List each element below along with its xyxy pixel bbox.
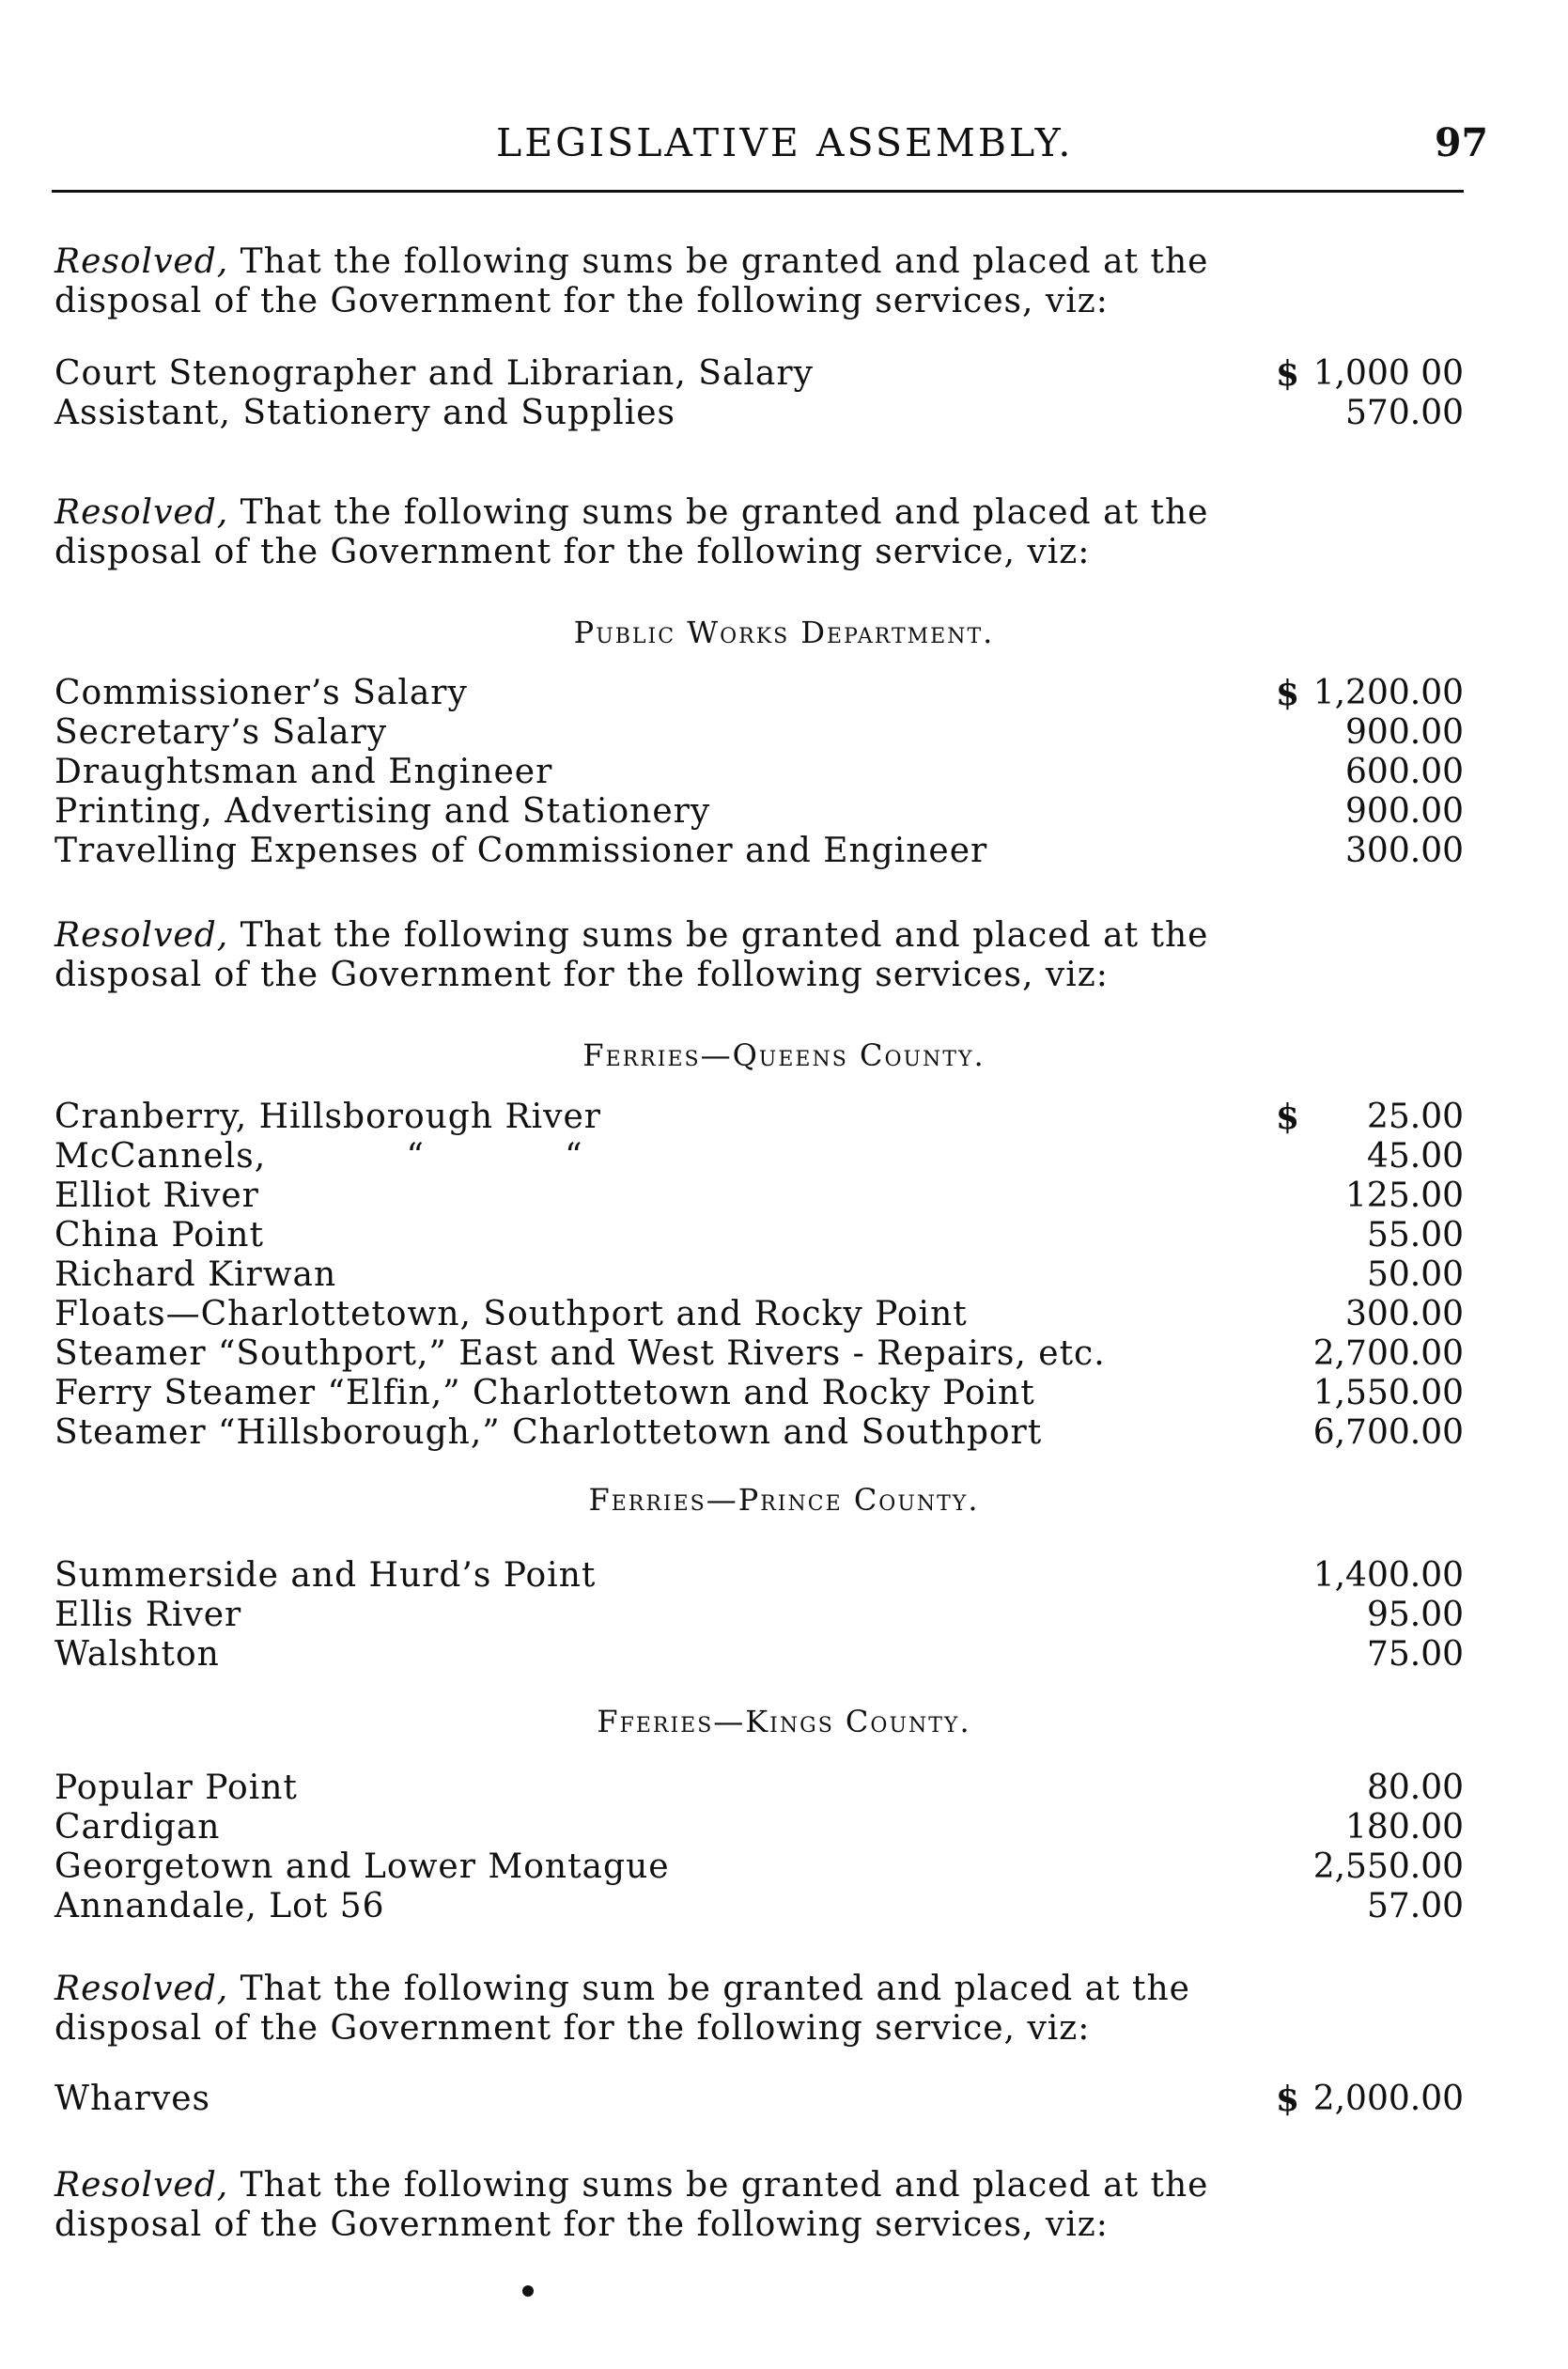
item-label: Floats—Charlottetown, Southport and Rocky Point <box>54 1295 968 1333</box>
item-label: Steamer “Hillsborough,” Charlottetown and Southport <box>54 1413 1043 1452</box>
page-header <box>0 111 1568 167</box>
item-label: Elliot River <box>54 1177 259 1215</box>
item-label: Summerside and Hurd’s Point <box>54 1556 597 1595</box>
ink-dot <box>522 2285 534 2297</box>
resolution-line: Resolved, That the following sums be granted and placed at the <box>54 493 1209 532</box>
appropriation-row <box>54 1808 1464 1847</box>
appropriation-row <box>54 674 1464 713</box>
item-amount: 2,000.00 <box>1312 2080 1464 2118</box>
item-label: Georgetown and Lower Montague <box>54 1847 670 1886</box>
section-heading: Public Works Department. <box>573 615 995 650</box>
item-amount: 2,700.00 <box>1312 1334 1464 1373</box>
appropriation-row <box>54 1255 1464 1295</box>
section-heading: Ferries—Prince County. <box>588 1482 980 1518</box>
item-amount: 600.00 <box>1345 753 1464 791</box>
resolved-word: Resolved, <box>54 242 229 281</box>
appropriation-row <box>54 1887 1464 1926</box>
resolution-line: disposal of the Government for the following services, viz: <box>54 956 1109 994</box>
item-label: Wharves <box>54 2080 210 2118</box>
item-amount: 1,200.00 <box>1312 674 1464 712</box>
appropriation-row <box>54 1137 1464 1177</box>
appropriation-row <box>54 1098 1464 1137</box>
item-label: Secretary’s Salary <box>54 713 388 752</box>
appropriation-row <box>54 1295 1464 1334</box>
item-amount: 570.00 <box>1345 394 1464 432</box>
item-label: McCannels, “ “ <box>54 1137 583 1176</box>
section-heading: Fferies—Kings County. <box>597 1704 971 1739</box>
currency-symbol: $ <box>1276 2080 1300 2119</box>
item-label: Commissioner’s Salary <box>54 674 468 712</box>
resolution-paragraph-5 <box>54 2166 1473 2245</box>
resolution-line: Resolved, That the following sums be granted and placed at the <box>54 916 1209 955</box>
item-label: Travelling Expenses of Commissioner and Engineer <box>54 832 988 870</box>
section-heading: Ferries—Queens County. <box>582 1037 986 1073</box>
item-amount: 80.00 <box>1366 1769 1464 1807</box>
item-amount: 75.00 <box>1366 1635 1464 1674</box>
currency-symbol: $ <box>1276 674 1300 713</box>
resolution-paragraph-3 <box>54 916 1473 995</box>
appropriation-row <box>54 1413 1464 1453</box>
item-amount: 25.00 <box>1366 1098 1464 1136</box>
appropriation-row <box>54 354 1464 394</box>
item-amount: 125.00 <box>1345 1177 1464 1215</box>
item-amount: 900.00 <box>1345 713 1464 752</box>
resolution-line: disposal of the Government for the following service, viz: <box>54 533 1091 571</box>
resolved-word: Resolved, <box>54 493 229 532</box>
resolution-line: Resolved, That the following sums be granted and placed at the <box>54 2166 1209 2205</box>
item-label: Walshton <box>54 1635 220 1674</box>
currency-symbol: $ <box>1276 1098 1300 1137</box>
appropriation-row <box>54 1556 1464 1596</box>
appropriation-row <box>54 1847 1464 1887</box>
item-label: Cardigan <box>54 1808 221 1847</box>
item-amount: 1,550.00 <box>1312 1374 1464 1412</box>
item-amount: 50.00 <box>1366 1255 1464 1294</box>
resolved-word: Resolved, <box>54 2166 229 2205</box>
item-label: Ferry Steamer “Elfin,” Charlottetown and Rocky Point <box>54 1374 1035 1412</box>
item-amount: 57.00 <box>1366 1887 1464 1925</box>
item-label: Printing, Advertising and Stationery <box>54 792 711 831</box>
currency-symbol: $ <box>1276 354 1300 394</box>
appropriation-row <box>54 394 1464 433</box>
resolved-word: Resolved, <box>54 916 229 955</box>
appropriation-row <box>54 753 1464 792</box>
item-label: Steamer “Southport,” East and West Rivers - Repairs, etc. <box>54 1334 1106 1373</box>
appropriation-row <box>54 1635 1464 1675</box>
item-amount: 6,700.00 <box>1312 1413 1464 1452</box>
item-amount: 95.00 <box>1366 1596 1464 1634</box>
item-amount: 55.00 <box>1366 1216 1464 1255</box>
appropriation-row <box>54 1216 1464 1255</box>
resolved-word: Resolved, <box>54 1970 229 2008</box>
item-label: Ellis River <box>54 1596 242 1634</box>
appropriation-row <box>54 792 1464 832</box>
item-amount: 45.00 <box>1366 1137 1464 1176</box>
item-amount: 300.00 <box>1345 1295 1464 1333</box>
item-label: Cranberry, Hillsborough River <box>54 1098 601 1136</box>
page-number: 97 <box>1435 120 1489 165</box>
appropriation-row <box>54 713 1464 753</box>
item-label: Richard Kirwan <box>54 1255 337 1294</box>
item-label: Popular Point <box>54 1769 298 1807</box>
appropriation-row <box>54 832 1464 871</box>
item-amount: 180.00 <box>1345 1808 1464 1847</box>
item-amount: 1,400.00 <box>1312 1556 1464 1595</box>
appropriation-row <box>54 2080 1464 2119</box>
item-label: Draughtsman and Engineer <box>54 753 553 791</box>
appropriation-row <box>54 1769 1464 1808</box>
resolution-paragraph-4 <box>54 1970 1473 2049</box>
page-title: LEGISLATIVE ASSEMBLY. <box>496 120 1074 165</box>
appropriation-row <box>54 1596 1464 1635</box>
item-amount: 900.00 <box>1345 792 1464 831</box>
item-label: Annandale, Lot 56 <box>54 1887 385 1925</box>
resolution-line: disposal of the Government for the following services, viz: <box>54 282 1109 320</box>
resolution-paragraph-1 <box>54 242 1473 321</box>
appropriation-row <box>54 1177 1464 1216</box>
item-label: Assistant, Stationery and Supplies <box>54 394 676 432</box>
resolution-line: disposal of the Government for the following service, viz: <box>54 2009 1091 2048</box>
header-rule <box>52 190 1464 193</box>
resolution-paragraph-2 <box>54 493 1473 572</box>
item-amount: 2,550.00 <box>1312 1847 1464 1886</box>
resolution-line: Resolved, That the following sum be granted and placed at the <box>54 1970 1190 2008</box>
resolution-line: Resolved, That the following sums be granted and placed at the <box>54 242 1209 281</box>
appropriation-row <box>54 1374 1464 1413</box>
item-amount: 300.00 <box>1345 832 1464 870</box>
appropriation-row <box>54 1334 1464 1374</box>
item-label: Court Stenographer and Librarian, Salary <box>54 354 814 393</box>
item-label: China Point <box>54 1216 264 1255</box>
resolution-line: disposal of the Government for the following services, viz: <box>54 2205 1109 2244</box>
item-amount: 1,000 00 <box>1312 354 1464 393</box>
